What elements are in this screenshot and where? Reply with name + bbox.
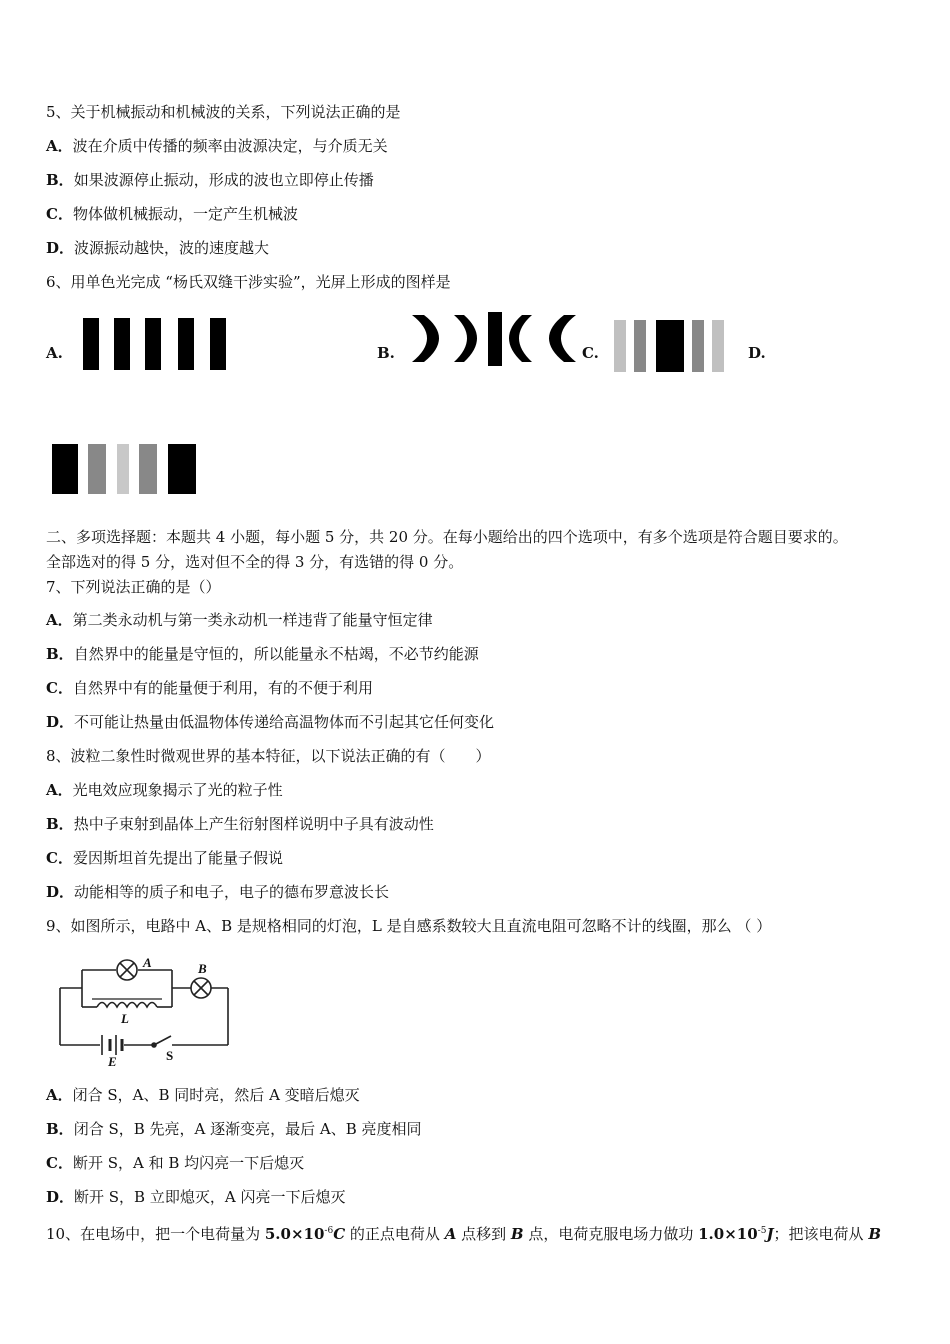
q5-option-b: B．如果波源停止振动，形成的波也立即停止传播 bbox=[46, 171, 374, 189]
q9-option-d: D．断开 S，B 立即熄灭，A 闪亮一下后熄灭 bbox=[46, 1188, 346, 1206]
section2-line1: 二、多项选择题：本题共 4 小题，每小题 5 分，共 20 分。在每小题给出的四个选项中，有多个选项是符合题目要求的。 bbox=[46, 528, 848, 546]
q6-label-b: B. bbox=[377, 344, 395, 362]
q6-stem: 6、用单色光完成 “杨氏双缝干涉实验”，光屏上形成的图样是 bbox=[46, 273, 451, 291]
q5-stem: 5、关于机械振动和机械波的关系，下列说法正确的是 bbox=[46, 103, 401, 121]
section2-line2: 全部选对的得 5 分，选对但不全的得 3 分，有选错的得 0 分。 bbox=[46, 553, 464, 571]
circuit-label-e: E bbox=[108, 1054, 117, 1067]
circuit-label-l: L bbox=[121, 1011, 129, 1026]
q8-option-b: B．热中子束射到晶体上产生衍射图样说明中子具有波动性 bbox=[46, 815, 434, 833]
circuit-label-b: B bbox=[198, 961, 207, 976]
q8-option-a: A．光电效应现象揭示了光的粒子性 bbox=[46, 781, 283, 799]
q9-circuit-diagram bbox=[52, 955, 242, 1067]
q7-stem: 7、下列说法正确的是（） bbox=[46, 578, 221, 596]
q5-option-a: A．波在介质中传播的频率由波源决定，与介质无关 bbox=[46, 137, 388, 155]
q9-stem: 9、如图所示，电路中 A、B 是规格相同的灯泡，L 是自感系数较大且直流电阻可忽略不计的线圈，那么 （ ） bbox=[46, 917, 772, 935]
q6-pattern-a bbox=[80, 316, 230, 372]
q7-option-c: C．自然界中有的能量便于利用，有的不便于利用 bbox=[46, 679, 373, 697]
q5-option-c: C．物体做机械振动，一定产生机械波 bbox=[46, 205, 298, 223]
q6-label-c: C. bbox=[582, 344, 599, 362]
q7-option-d: D．不可能让热量由低温物体传递给高温物体而不引起其它任何变化 bbox=[46, 713, 495, 731]
q9-option-a: A．闭合 S，A、B 同时亮，然后 A 变暗后熄灭 bbox=[46, 1086, 360, 1104]
q8-option-d: D．动能相等的质子和电子，电子的德布罗意波长长 bbox=[46, 883, 390, 901]
q6-label-a: A. bbox=[46, 344, 63, 362]
q8-option-c: C．爱因斯坦首先提出了能量子假说 bbox=[46, 849, 283, 867]
q6-pattern-c bbox=[612, 318, 727, 374]
circuit-label-a: A bbox=[143, 955, 152, 970]
q8-stem: 8、波粒二象性时微观世界的基本特征，以下说法正确的有（ ） bbox=[46, 747, 491, 765]
q9-option-c: C．断开 S，A 和 B 均闪亮一下后熄灭 bbox=[46, 1154, 305, 1172]
q6-pattern-d bbox=[50, 442, 198, 496]
q6-label-d: D. bbox=[748, 344, 766, 362]
q5-option-d: D．波源振动越快，波的速度越大 bbox=[46, 239, 270, 257]
q10-stem: 10、在电场中，把一个电荷量为 $5.0\times 10^{-6}C$ 的正点电荷从 A 点移到 B 点，电荷克服电场力做功 $1.0\times 10^{-5}J$；把该电荷从 B bbox=[46, 1225, 882, 1243]
circuit-label-s: S bbox=[166, 1048, 174, 1063]
q7-option-a: A．第二类永动机与第一类永动机一样违背了能量守恒定律 bbox=[46, 611, 433, 629]
q9-option-b: B．闭合 S，B 先亮，A 逐渐变亮，最后 A、B 亮度相同 bbox=[46, 1120, 422, 1138]
q7-option-b: B．自然界中的能量是守恒的，所以能量永不枯竭，不必节约能源 bbox=[46, 645, 479, 663]
q6-pattern-b bbox=[408, 310, 580, 368]
